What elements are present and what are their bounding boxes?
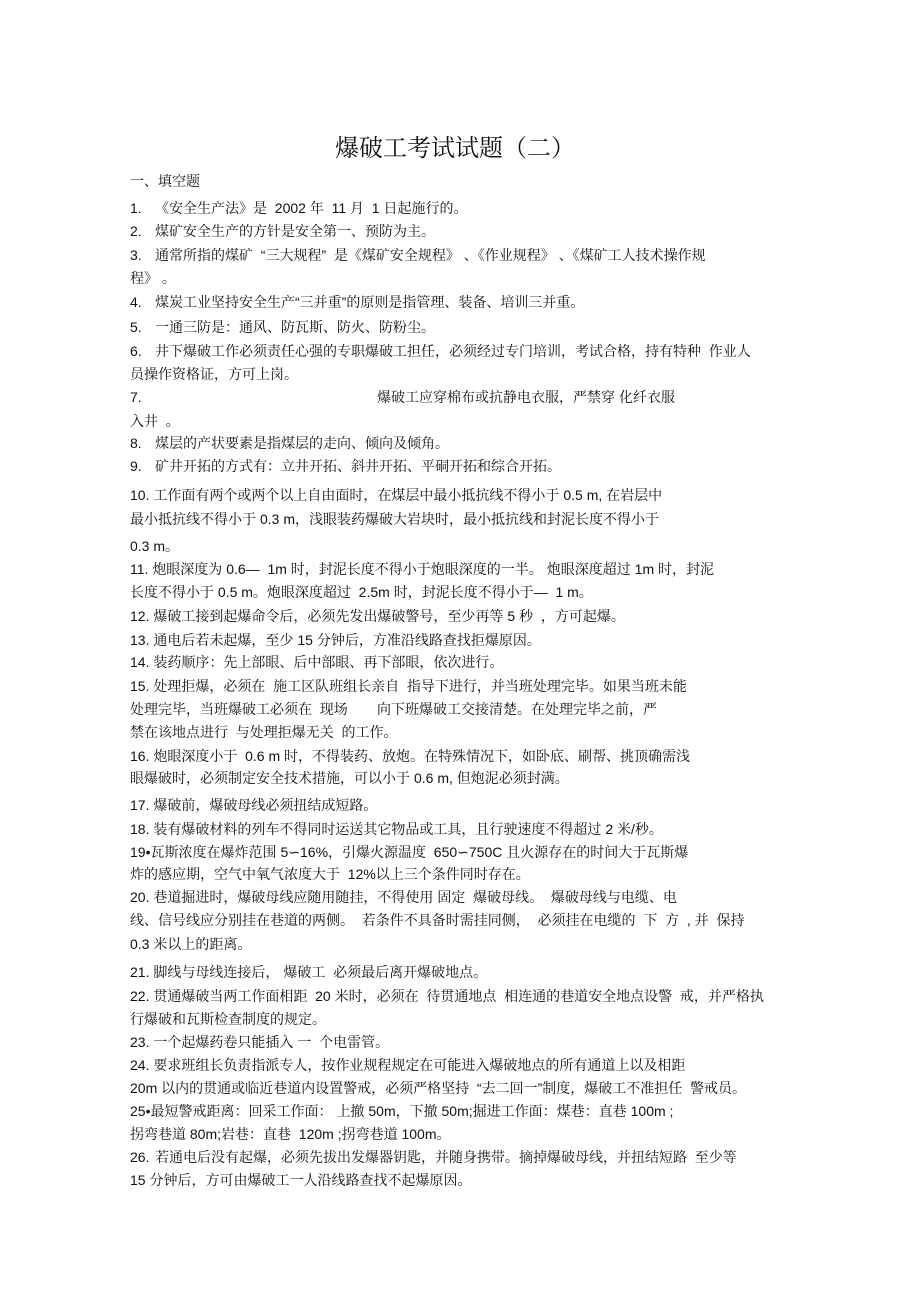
text-line-start: 0.3 m。: [130, 538, 180, 554]
text-line-start: 3.: [130, 247, 142, 263]
text-line-segment: 若通电后没有起爆，必须先拔出发爆器钥匙，并随身携带。摘掉爆破母线，并扭结短路 至少等: [155, 1149, 737, 1165]
text-line-segment: 煤层的产状要素是指煤层的走向、倾向及倾角。: [155, 435, 449, 451]
text-line-start: 5.: [130, 319, 142, 335]
text-line-start: 一、填空题: [130, 173, 200, 189]
text-line-start: 19•瓦斯浓度在爆炸范围: [130, 844, 277, 860]
text-line-start: 7.: [130, 389, 142, 405]
text-line: [130, 631, 541, 649]
text-line: [130, 318, 435, 336]
text-line-start: 13. 通电后若未起爆，至少: [130, 632, 294, 648]
text-line-segment: 2 米/秒。: [605, 821, 663, 837]
text-line-start: 23. 一个起爆药卷只能插入: [130, 1034, 294, 1050]
text-line: [130, 700, 657, 718]
text-line: [130, 172, 200, 190]
text-line-start: 16. 炮眼深度小于 0.6 m 时，不得装药、放炮。在特殊情况下，如卧底、刷帮、挑顶确需浅: [130, 748, 691, 764]
text-line-segment: 100m ;: [630, 1103, 674, 1119]
text-line: [130, 911, 744, 929]
text-line-start: 12. 爆破工接到起爆命令后，必须先发出爆破警号，至少再等: [130, 608, 504, 624]
text-line: [130, 843, 688, 861]
text-line-segment: 煤炭工业坚持安全生产“三并重”的原则是指管理、装备、培训三并重。: [155, 294, 585, 310]
text-line: [130, 796, 377, 814]
text-line-start: 员操作资格证，方可上岗。: [130, 366, 298, 382]
text-line: [130, 412, 180, 430]
text-line: [130, 1125, 451, 1143]
text-line-segment: 爆破工应穿棉布或抗静电衣服，严禁穿: [377, 389, 615, 405]
text-line: [130, 963, 487, 981]
text-line-start: 8.: [130, 435, 142, 451]
text-line-segment: 0.5 m, 在岩层中: [563, 487, 663, 503]
text-line-start: 24. 要求班组长负责指派专人，按作业规程规定在可能进入爆破地点的所有通道上以及相距: [130, 1057, 686, 1073]
text-line-start: 入井 。: [130, 413, 180, 429]
text-line: [130, 199, 467, 217]
text-line-start: 拐弯巷道 80m;岩巷：直巷 120m ;拐弯巷道 100m。: [130, 1126, 451, 1142]
text-line-start: 20. 巷道掘进时，爆破母线应随用随挂，不得使用: [130, 889, 434, 905]
text-line: [130, 747, 690, 765]
text-line: [130, 1056, 685, 1074]
text-line-start: 15 分钟后，方可由爆破工一人沿线路查找不起爆原因。: [130, 1172, 472, 1188]
text-line: [130, 510, 659, 528]
text-line: [130, 537, 179, 555]
text-line-start: 4.: [130, 294, 142, 310]
text-line: [130, 1010, 326, 1028]
text-line-start: 9.: [130, 458, 142, 474]
document-title: 爆破工考试试题（二）: [335, 135, 575, 162]
text-line: [130, 607, 625, 625]
text-line: [130, 820, 663, 838]
text-line-start: 1.: [130, 200, 142, 216]
text-line-start: 行爆破和瓦斯检查制度的规定。: [130, 1011, 326, 1027]
text-line-start: 程》 。: [130, 270, 176, 286]
text-line-segment: 上撤 50m，下撤 50m;掘进工作面：煤巷：直巷: [336, 1103, 627, 1119]
text-line: [130, 1102, 673, 1120]
text-line-start: 26.: [130, 1149, 150, 1165]
text-line: [130, 583, 593, 601]
text-line-start: 6.: [130, 343, 142, 359]
text-line-start: 17. 爆破前，爆破母线必须扭结成短路。: [130, 797, 378, 813]
text-line-start: 22. 贯通爆破当两工作面相距 20 米时，必须在 待贯通地点 相连通的巷道安全地点设警 戒，并严格执: [130, 988, 764, 1004]
text-line-segment: 一 个电雷管。: [297, 1034, 390, 1050]
text-line: [130, 388, 675, 406]
text-line: [130, 653, 503, 671]
text-line-segment: 一通三防是：通风、防瓦斯、防火、防粉尘。: [155, 319, 435, 335]
text-line-segment: 5 秒 ，方可起爆。: [507, 608, 625, 624]
text-line-start: 最小抵抗线不得小于: [130, 511, 256, 527]
text-line-segment: 爆破工 必须最后离开爆破地点。: [283, 964, 488, 980]
text-line: [130, 486, 662, 504]
text-line: [130, 769, 569, 787]
text-line-segment: 0.3 m，浅眼装药爆破大岩块时，最小抵抗线和封泥长度不得小于: [260, 511, 660, 527]
text-line-start: 2.: [130, 223, 142, 239]
text-line-segment: 矿井开拓的方式有：立井开拓、斜井开拓、平硐开拓和综合开拓。: [155, 458, 561, 474]
text-line: [130, 560, 714, 578]
text-line-segment: 固定 爆破母线。 爆破母线与电缆、电: [437, 889, 677, 905]
text-line: [130, 723, 398, 741]
text-line: [130, 1148, 737, 1166]
text-line-segment: 通常所指的煤矿 “三大规程” 是《煤矿安全规程》 、《作业规程》 、《煤矿工人技术操作规: [155, 247, 706, 263]
text-line-segment: 5∽16%，引爆火源温度 650∽750C 且火源存在的时间大于瓦斯爆: [280, 844, 689, 860]
text-line: [130, 987, 764, 1005]
text-line: [130, 246, 706, 264]
text-line: [130, 1033, 389, 1051]
text-line-start: 10. 工作面有两个或两个以上自由面时，在煤层中最小抵抗线不得小于: [130, 487, 560, 503]
text-line: [130, 677, 687, 695]
text-line-start: 禁在该地点进行 与处理拒爆无关 的工作。: [130, 724, 398, 740]
text-line: [130, 269, 176, 287]
text-line-start: 21. 脚线与母线连接后，: [130, 964, 280, 980]
text-line: [130, 342, 751, 360]
text-line: [130, 935, 251, 953]
text-line-start: 14. 装药顺序：先上部眼、后中部眼、再下部眼，依次进行。: [130, 654, 504, 670]
text-line-start: 长度不得小于 0.5 m。炮眼深度超过 2.5m 时，封泥长度不得小于— 1 m。: [130, 584, 593, 600]
text-line: [130, 888, 677, 906]
text-line-start: 25•最短警戒距离：回采工作面：: [130, 1103, 333, 1119]
text-line: [130, 434, 449, 452]
text-line: [130, 457, 561, 475]
text-line: [130, 1079, 746, 1097]
text-line: [130, 865, 530, 883]
text-line: [130, 1171, 471, 1189]
text-line-segment: 煤矿安全生产的方针是安全第一、预防为主。: [155, 223, 435, 239]
text-line-start: 炸的感应期，空气中氧气浓度大于 12%以上三个条件同时存在。: [130, 866, 530, 882]
text-line: [130, 222, 435, 240]
text-line: [130, 293, 584, 311]
text-line-start: 眼爆破时，必须制定安全技术措施，可以小于: [130, 770, 410, 786]
text-line-segment: 《安全生产法》是 2002 年 11 月 1 日起施行的。: [155, 200, 468, 216]
text-line-start: 15. 处理拒爆，必须在 施工区队班组长亲自 指导下进行，并当班处理完毕。如果当班未能: [130, 678, 687, 694]
text-line-segment: 15 分钟后，方准沿线路查找拒爆原因。: [297, 632, 541, 648]
text-line-segment: 化纤衣服: [619, 389, 675, 405]
text-line-start: 18. 装有爆破材料的列车不得同时运送其它物品或工具，且行驶速度不得超过: [130, 821, 602, 837]
text-line-start: 0.3 米以上的距离。: [130, 936, 252, 952]
text-line: [130, 365, 298, 383]
text-line-start: 线、信号线应分别挂在巷道的两侧。 若条件不具备时需挂同侧， 必须挂在电缆的 下 方 , 并 保持: [130, 912, 745, 928]
text-line-start: 11. 炮眼深度为 0.6— 1m 时，封泥长度不得小于炮眼深度的一半。: [130, 561, 543, 577]
text-line-segment: 向下班爆破工交接清楚。在处理完毕之前，严: [377, 701, 657, 717]
text-line-start: 20m 以内的贯通或临近巷道内设置警戒，必须严格坚持 “去二回一”制度，爆破工不准担任 警戒员。: [130, 1080, 747, 1096]
text-line-segment: 0.6 m, 但炮泥必须封满。: [414, 770, 569, 786]
text-line-segment: 井下爆破工作必须责任心强的专职爆破工担任，必须经过专门培训，考试合格，持有特种 作业人: [155, 343, 751, 359]
text-line-segment: 炮眼深度超过 1m 时，封泥: [546, 561, 715, 577]
text-line-start: 处理完毕，当班爆破工必须在 现场: [130, 701, 348, 717]
